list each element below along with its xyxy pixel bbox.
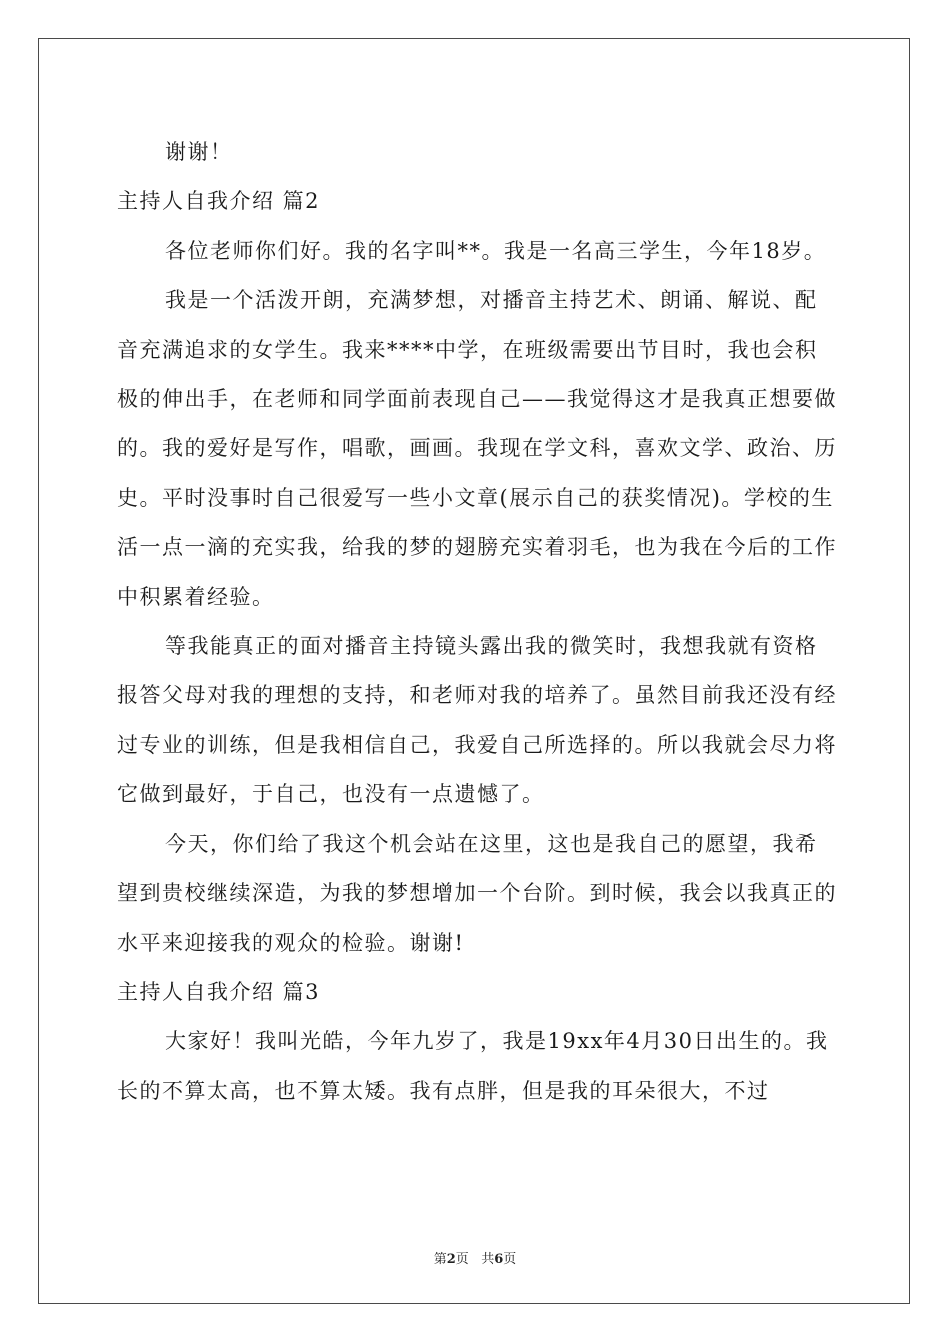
paragraph: 等我能真正的面对播音主持镜头露出我的微笑时，我想我就有资格报答父母对我的理想的支持，和老师对我的培养了。虽然目前我还没有经过专业的训练，但是我相信自己，我爱自己所选择的。所以我就会尽力将它做到最好，于自己，也没有一点遗憾了。 xyxy=(117,634,837,807)
page-label-suffix: 页 xyxy=(455,1252,469,1267)
document-body xyxy=(117,128,837,1116)
page-footer xyxy=(0,1248,950,1267)
paragraph: 大家好！我叫光皓，今年九岁了，我是19xx年4月30日出生的。我长的不算太高，也不算太矮。我有点胖，但是我的耳朵很大，不过 xyxy=(117,1029,829,1103)
paragraph: 谢谢！ xyxy=(165,140,233,164)
total-label-prefix: 共 xyxy=(481,1252,495,1267)
paragraph: 各位老师你们好。我的名字叫**。我是一名高三学生，今年18岁。 xyxy=(165,238,827,263)
paragraph: 今天，你们给了我这个机会站在这里，这也是我自己的愿望，我希望到贵校继续深造，为我的梦想增加一个台阶。到时候，我会以我真正的水平来迎接我的观众的检验。谢谢! xyxy=(117,831,837,955)
page-label-prefix: 第 xyxy=(433,1252,447,1267)
section-heading: 主持人自我介绍 篇2 xyxy=(117,189,321,214)
page-number: 2 xyxy=(446,1252,456,1267)
paragraph: 我是一个活泼开朗，充满梦想，对播音主持艺术、朗诵、解说、配音充满追求的女学生。我来****中学，在班级需要出节目时，我也会积极的伸出手，在老师和同学面前表现自己——我觉得这才是我真正想要做的。我的爱好是写作，唱歌，画画。我现在学文科，喜欢文学、政治、历史。平时没事时自己很爱写一些小文章(展示自己的获奖情况)。学校的生活一点一滴的充实我，给我的梦的翅膀充实着羽毛，也为我在今后的工作中积累着经验。 xyxy=(117,288,837,609)
total-label-suffix: 页 xyxy=(503,1252,517,1267)
total-pages: 6 xyxy=(494,1252,504,1267)
section-heading: 主持人自我介绍 篇3 xyxy=(117,979,321,1004)
